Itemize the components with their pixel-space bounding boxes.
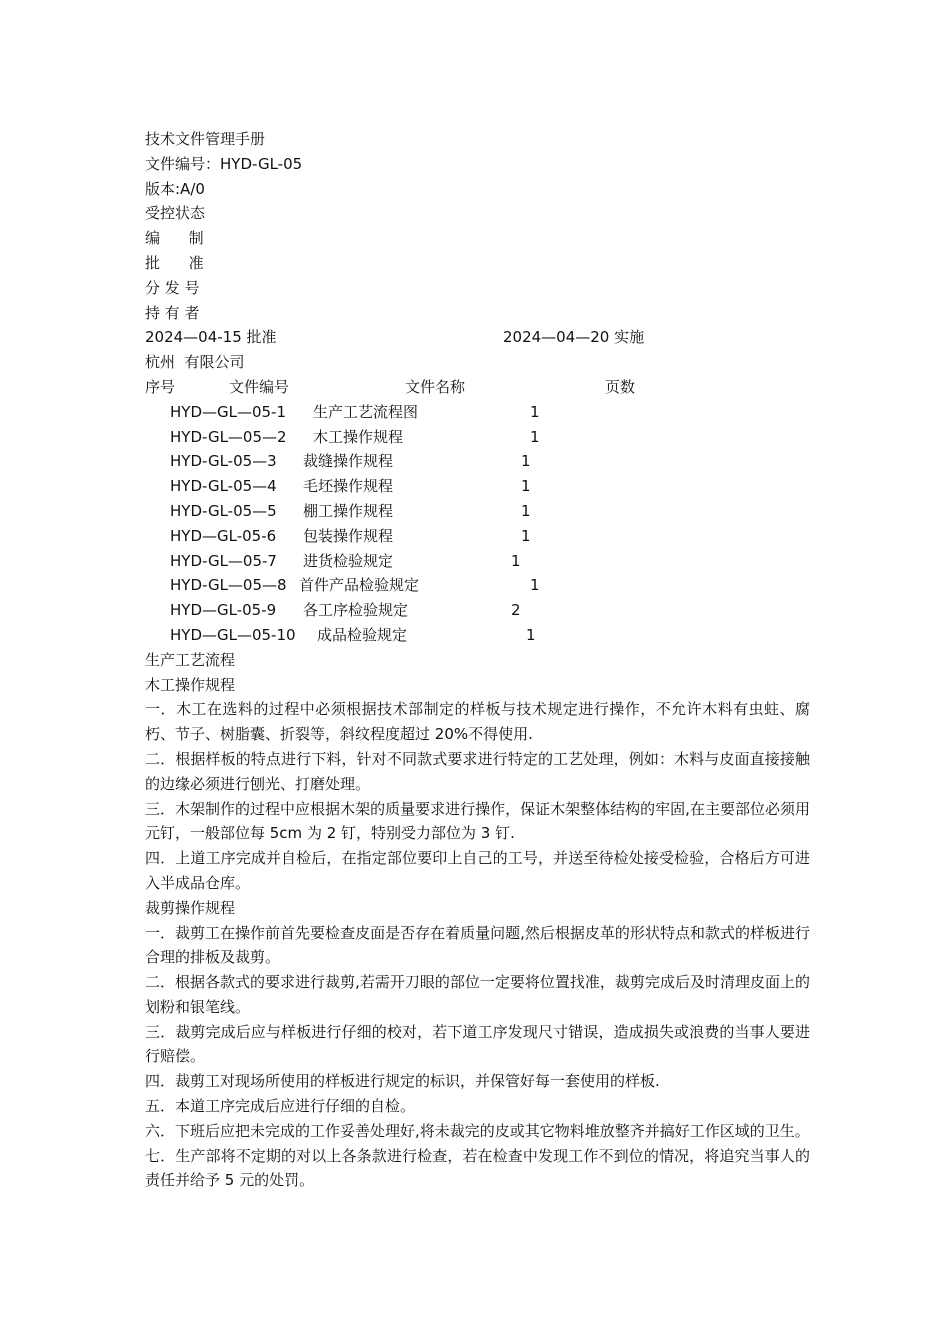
toc-row — [145, 598, 810, 623]
toc-code: HYD—GL-05-9 — [170, 601, 277, 620]
cutting-rule: 七．生产部将不定期的对以上各条款进行检查，若在检查中发现工作不到位的情况，将追究当事人的责任并给予 5 元的处罚。 — [145, 1146, 810, 1190]
toc-header-pages: 页数 — [605, 377, 636, 396]
toc-pages: 1 — [511, 551, 521, 570]
toc-name: 棚工操作规程 — [303, 501, 394, 520]
woodwork-rule: 二．根据样板的特点进行下料，针对不同款式要求进行特定的工艺处理，例如：木料与皮面直接接触的边缘必须进行刨光、打磨处理。 — [145, 749, 810, 793]
toc-name: 首件产品检验规定 — [299, 576, 420, 595]
toc-pages: 1 — [521, 501, 531, 520]
version: 版本:A/0 — [145, 179, 205, 198]
toc-code: HYD—GL—05-10 — [170, 625, 296, 644]
toc-row — [145, 425, 810, 450]
cutting-rule: 五．本道工序完成后应进行仔细的自检。 — [145, 1097, 416, 1116]
toc-header-index: 序号 — [145, 377, 176, 396]
toc-code: HYD-GL—05-7 — [170, 551, 277, 570]
toc-header — [145, 375, 810, 400]
cutting-rule: 一．裁剪工在操作前首先要检查皮面是否存在着质量问题,然后根据皮革的形状特点和款式的样板进行合理的排板及裁剪。 — [145, 923, 810, 967]
company-name: 杭州 有限公司 — [145, 353, 245, 372]
toc-name: 生产工艺流程图 — [313, 402, 419, 421]
toc-name: 裁缝操作规程 — [303, 452, 394, 471]
toc-row — [145, 499, 810, 524]
toc-code: HYD—GL—05-1 — [170, 402, 287, 421]
toc-row — [145, 573, 810, 598]
woodwork-rule: 一．木工在选料的过程中必须根据技术部制定的样板与技术规定进行操作，不允许木料有虫蛀、腐朽、节子、树脂囊、折裂等，斜纹程度超过 20%不得使用. — [145, 700, 810, 744]
toc-name: 各工序检验规定 — [303, 601, 409, 620]
toc-code: HYD-GL-05—5 — [170, 501, 277, 520]
approve-date: 2024—04-15 批准 — [145, 328, 277, 347]
document-page — [145, 127, 810, 1193]
holder: 持 有 者 — [145, 303, 200, 322]
cutting-heading: 裁剪操作规程 — [145, 898, 236, 917]
toc-header-code: 文件编号 — [229, 377, 290, 396]
toc-name: 木工操作规程 — [313, 427, 404, 446]
date-row — [145, 325, 810, 350]
compiled-by: 编 制 — [145, 229, 204, 248]
toc-pages: 1 — [530, 427, 540, 446]
distribution-number: 分 发 号 — [145, 278, 200, 297]
document-number: 文件编号：HYD-GL-05 — [145, 154, 303, 173]
toc-code: HYD—GL-05-6 — [170, 526, 277, 545]
cutting-rule: 三．裁剪完成后应与样板进行仔细的校对，若下道工序发现尺寸错误，造成损失或浪费的当事人要进行赔偿。 — [145, 1022, 810, 1066]
toc-name: 成品检验规定 — [317, 625, 408, 644]
process-flow-heading: 生产工艺流程 — [145, 650, 236, 669]
document-title: 技术文件管理手册 — [145, 130, 266, 148]
toc-pages: 1 — [526, 625, 536, 644]
toc-row — [145, 623, 810, 648]
cutting-rule: 六．下班后应把未完成的工作妥善处理好,将未裁完的皮或其它物料堆放整齐并搞好工作区域的卫生。 — [145, 1121, 810, 1140]
controlled-status: 受控状态 — [145, 204, 206, 223]
toc-pages: 2 — [511, 601, 521, 620]
toc-pages: 1 — [521, 477, 531, 496]
cutting-rule: 四．裁剪工对现场所使用的样板进行规定的标识，并保管好每一套使用的样板. — [145, 1072, 660, 1091]
toc-row — [145, 524, 810, 549]
approved-by: 批 准 — [145, 253, 204, 272]
toc-pages: 1 — [521, 452, 531, 471]
toc-pages: 1 — [530, 402, 540, 421]
woodwork-rule: 四．上道工序完成并自检后，在指定部位要印上自己的工号，并送至待检处接受检验，合格后方可进入半成品仓库。 — [145, 849, 810, 892]
toc-code: HYD-GL-05—3 — [170, 452, 277, 471]
toc-code: HYD-GL—05—8 — [170, 576, 287, 595]
woodwork-rule: 三．木架制作的过程中应根据木架的质量要求进行操作，保证木架整体结构的牢固,在主要部位必须用元钉，一般部位每 5cm 为 2 钉，特别受力部位为 3 钉. — [145, 799, 810, 843]
toc-row — [145, 549, 810, 574]
effective-date: 2024—04—20 实施 — [503, 328, 645, 347]
toc-name: 毛坯操作规程 — [303, 477, 394, 496]
toc-pages: 1 — [530, 576, 540, 595]
toc-name: 包装操作规程 — [303, 526, 394, 545]
toc-row — [145, 449, 810, 474]
woodwork-heading: 木工操作规程 — [145, 675, 236, 694]
toc-row — [145, 474, 810, 499]
toc-code: HYD-GL—05—2 — [170, 427, 287, 446]
cutting-rule: 二．根据各款式的要求进行裁剪,若需开刀眼的部位一定要将位置找准，裁剪完成后及时清理皮面上的划粉和银笔线。 — [145, 973, 810, 1016]
toc-code: HYD-GL-05—4 — [170, 477, 277, 496]
toc-pages: 1 — [521, 526, 531, 545]
toc-row — [145, 400, 810, 425]
toc-header-name: 文件名称 — [405, 377, 466, 396]
toc-name: 进货检验规定 — [303, 551, 394, 570]
